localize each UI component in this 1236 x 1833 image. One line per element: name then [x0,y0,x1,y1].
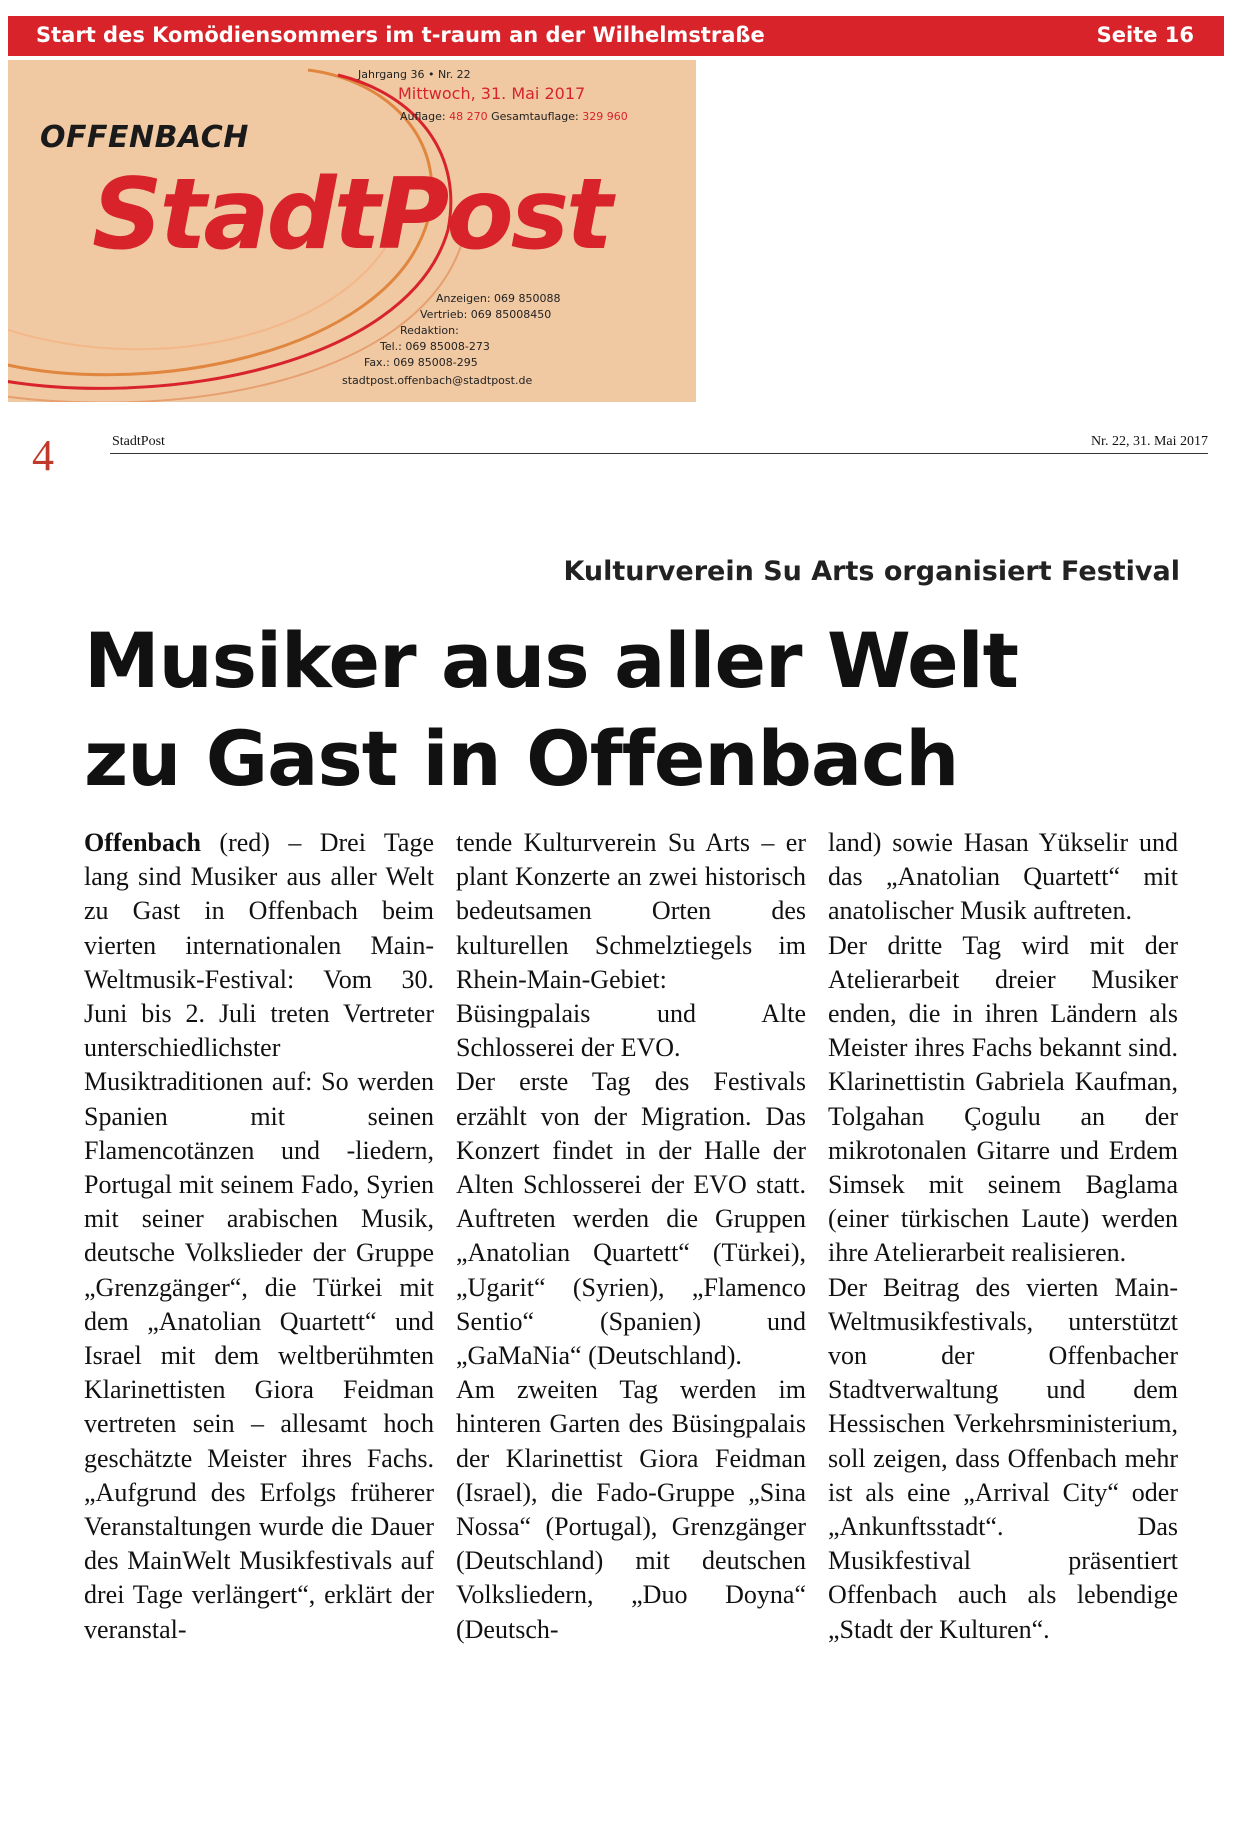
redaktion-fax: Fax.: 069 85008-295 [364,356,478,369]
article-column-2 [456,826,806,1647]
paragraph: tende Kulturverein Su Arts – er plant Konzerte an zwei historisch bedeutsamen Orten des kulturellen Schmelztiegels im Rhein-Main-Gebiet: Büsingpalais und Alte Schlosserei der EVO. [456,828,806,1063]
masthead [8,60,696,402]
article-column-1 [84,826,434,1647]
top-banner [8,16,1224,56]
issue-date: Mittwoch, 31. Mai 2017 [398,84,586,103]
running-header-right: Nr. 22, 31. Mai 2017 [1090,434,1208,449]
gesamt-value: 329 960 [582,110,628,123]
anzeigen-phone: Anzeigen: 069 850088 [436,292,561,305]
headline-line-1: Musiker aus aller Welt [84,616,1019,705]
paragraph: land) sowie Hasan Yükselir und das „Anatolian Quartett“ mit anatolischer Musik auftreten. [828,828,1178,926]
page-number: 4 [32,431,54,480]
auflage-value: 48 270 [449,110,488,123]
jahrgang: Jahrgang 36 • Nr. 22 [358,68,471,81]
running-header-left: StadtPost [112,434,165,449]
article-kicker: Kulturverein Su Arts organisiert Festival [563,556,1180,587]
paragraph: Der dritte Tag wird mit der Atelierarbeit dreier Musiker enden, die in ihren Ländern als Meister ihres Fachs bekannt sind. Klarinettistin Gabriela Kaufman, Tolgahan Çogulu an der mikrotonalen Gitarre und Erdem Simsek mit seinem Baglama (einer türkischen Laute) werden ihre Atelierarbeit realisieren. [828,930,1178,1268]
headline-line-2: zu Gast in Offenbach [84,714,959,803]
email-address: stadtpost.offenbach@stadtpost.de [342,374,533,387]
circulation [400,110,628,123]
paragraph: Am zweiten Tag werden im hinteren Garten des Büsingpalais der Klarinettist Giora Feidman (Israel), die Fado-Gruppe „Sina Nossa“ (Portugal), Grenzgänger (Deutschland) mit deutschen Volksliedern, „Duo Doyna“ (Deutsch- [456,1375,806,1644]
paragraph: Der Beitrag des vierten Main-Weltmusikfestivals, unterstützt von der Offenbacher Stadtverwaltung und dem Hessischen Verkehrsministerium, soll zeigen, dass Offenbach mehr ist als eine „Arrival City“ oder „Ankunftsstadt“. Das Musikfestival präsentiert Offenbach auch als lebendige „Stadt der Kulturen“. [828,1272,1178,1644]
article-column-3 [828,826,1178,1647]
paragraph-text: (red) – Drei Tage lang sind Musiker aus aller Welt zu Gast in Offenbach beim vierten internationalen Main-Weltmusik-Festival: Vom 30. Juni bis 2. Juli treten Vertreter unterschiedlichster Musiktraditionen auf: So werden Spanien mit seinen Flamencotänzen und -liedern, Portugal mit seinem Fado, Syrien mit seiner arabischen Musik, deutsche Volkslieder der Gruppe „Grenzgänger“, die Türkei mit dem „Anatolian Quartett“ und Israel mit dem weltberühmten Klarinettisten Giora Feidman vertreten sein – allesamt hoch geschätzte Meister ihres Fachs. „Aufgrund des Erfolgs früherer Veranstaltungen wurde die Dauer des MainWelt Musikfestivals auf drei Tage verlängert“, erklärt der veranstal- [84,828,435,1644]
header-rule [110,453,1208,454]
auflage-label: Auflage: [400,110,446,123]
vertrieb-phone: Vertrieb: 069 85008450 [420,308,552,321]
stadtpost-logo: StadtPost [92,158,610,272]
banner-title: Start des Komödiensommers im t-raum an der Wilhelmstraße [36,23,765,47]
paragraph [84,826,434,1647]
redaktion-tel: Tel.: 069 85008-273 [380,340,490,353]
gesamt-label: Gesamtauflage: [491,110,579,123]
redaktion-label: Redaktion: [400,324,459,337]
paragraph: Der erste Tag des Festivals erzählt von der Migration. Das Konzert findet in der Halle der Alten Schlosserei der EVO statt. Auftreten werden die Gruppen „Anatolian Quartett“ (Türkei), „Ugarit“ (Syrien), „Flamenco Sentio“ (Spanien) und „GaMaNia“ (Deutschland). [456,1067,806,1371]
masthead-city: OFFENBACH [40,120,249,155]
banner-page-number: Seite 16 [1096,23,1194,47]
article-headline [84,612,1184,808]
dateline: Offenbach [84,828,201,857]
